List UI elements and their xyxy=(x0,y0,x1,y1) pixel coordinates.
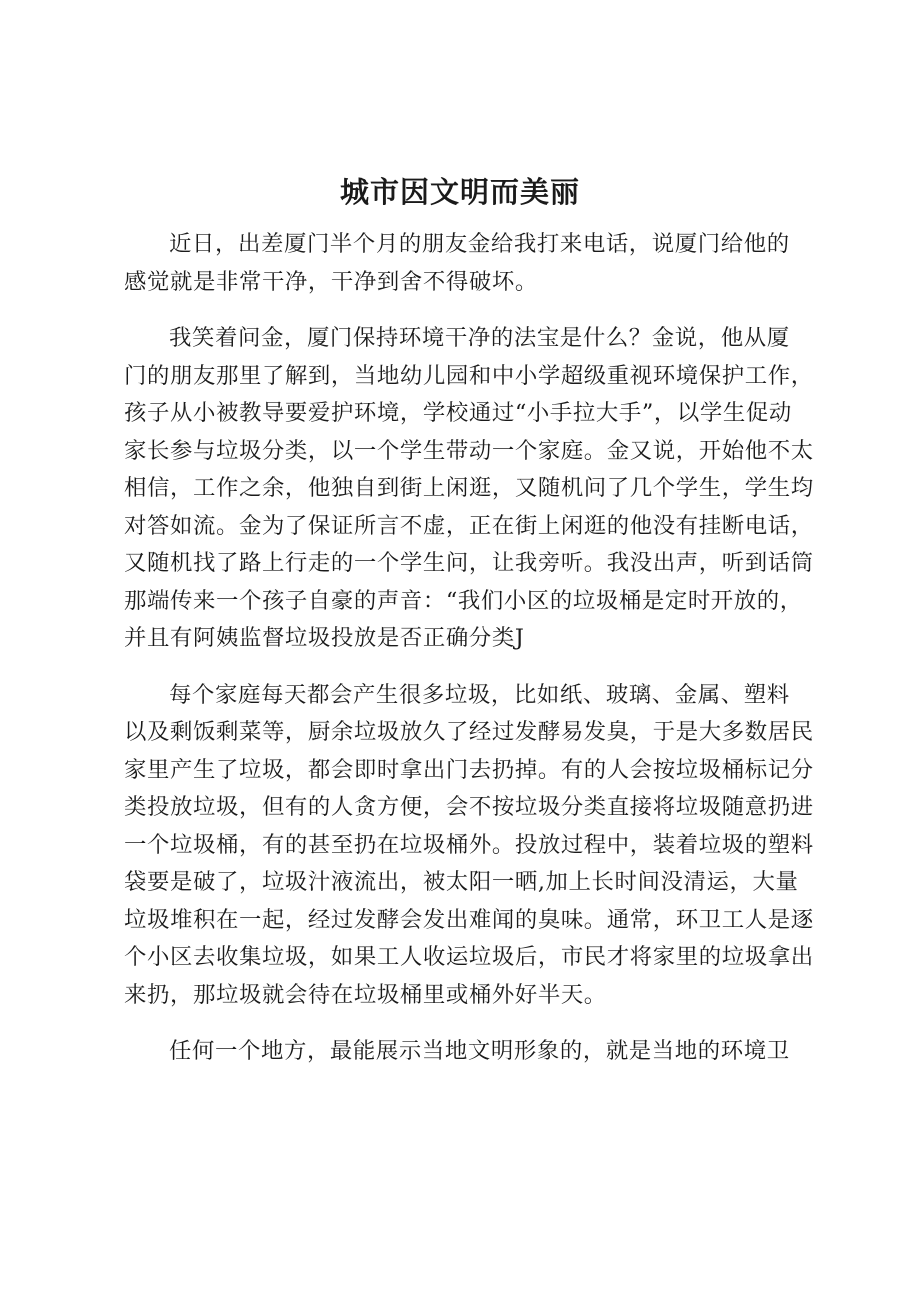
text-line: 并且有阿姨监督垃圾投放是否正确分类J xyxy=(124,625,525,651)
text-line: 袋要是破了，垃圾汁液流出，被太阳一晒,加上长时间没清运，大量 xyxy=(124,869,799,895)
paragraph-2 xyxy=(124,320,814,658)
article-body xyxy=(124,226,814,1090)
text-line: 来扔，那垃圾就会待在垃圾桶里或桶外好半天。 xyxy=(124,981,607,1008)
paragraph-1 xyxy=(124,226,804,301)
text-line: 家长参与垃圾分类，以一个学生带动一个家庭。金又说，开始他不太 xyxy=(124,437,814,464)
text-line: 类投放垃圾，但有的人贪方便，会不按垃圾分类直接将垃圾随意扔进 xyxy=(124,794,814,820)
text-line: 以及剩饭剩菜等，厨余垃圾放久了经过发酵易发臭，于是大多数居民 xyxy=(124,719,814,745)
text-line: 孩子从小被教导要爱护环境，学校通过“小手拉大手”，以学生促动 xyxy=(124,400,792,426)
text-line: 感觉就是非常干净，干净到舍不得破坏。 xyxy=(124,268,538,295)
text-line: 门的朋友那里了解到，当地幼儿园和中小学超级重视环境保护工作， xyxy=(124,362,814,389)
text-line: 我笑着问金，厦门保持环境干净的法宝是什么？金说，他从厦 xyxy=(169,325,790,351)
text-line: 个小区去收集垃圾，如果工人收运垃圾后，市民才将家里的垃圾拿出 xyxy=(124,944,814,970)
text-line: 那端传来一个孩子自豪的声音：“我们小区的垃圾桶是定时开放的， xyxy=(124,587,803,614)
text-line: 对答如流。金为了保证所言不虚，正在街上闲逛的他没有挂断电话， xyxy=(124,512,814,539)
paragraph-3 xyxy=(124,677,814,1015)
page-title: 城市因文明而美丽 xyxy=(339,175,580,209)
text-line: 垃圾堆积在一起，经过发酵会发出难闻的臭味。通常，环卫工人是逐 xyxy=(124,906,814,933)
paragraph-4 xyxy=(124,1033,804,1071)
text-line: 近日，出差厦门半个月的朋友金给我打来电话，说厦门给他的 xyxy=(169,231,790,257)
text-line: 相信，工作之余，他独自到街上闲逛，又随机问了几个学生，学生均 xyxy=(124,475,814,501)
text-line: 一个垃圾桶，有的甚至扔在垃圾桶外。投放过程中，装着垃圾的塑料 xyxy=(124,831,814,858)
text-line: 每个家庭每天都会产生很多垃圾，比如纸、玻璃、金属、塑料 xyxy=(169,681,790,708)
text-line: 又随机找了路上行走的一个学生问，让我旁听。我没出声，听到话筒 xyxy=(124,550,814,576)
text-line: 任何一个地方，最能展示当地文明形象的，就是当地的环境卫 xyxy=(169,1038,790,1064)
text-line: 家里产生了垃圾，都会即时拿出门去扔掉。有的人会按垃圾桶标记分 xyxy=(124,756,814,783)
